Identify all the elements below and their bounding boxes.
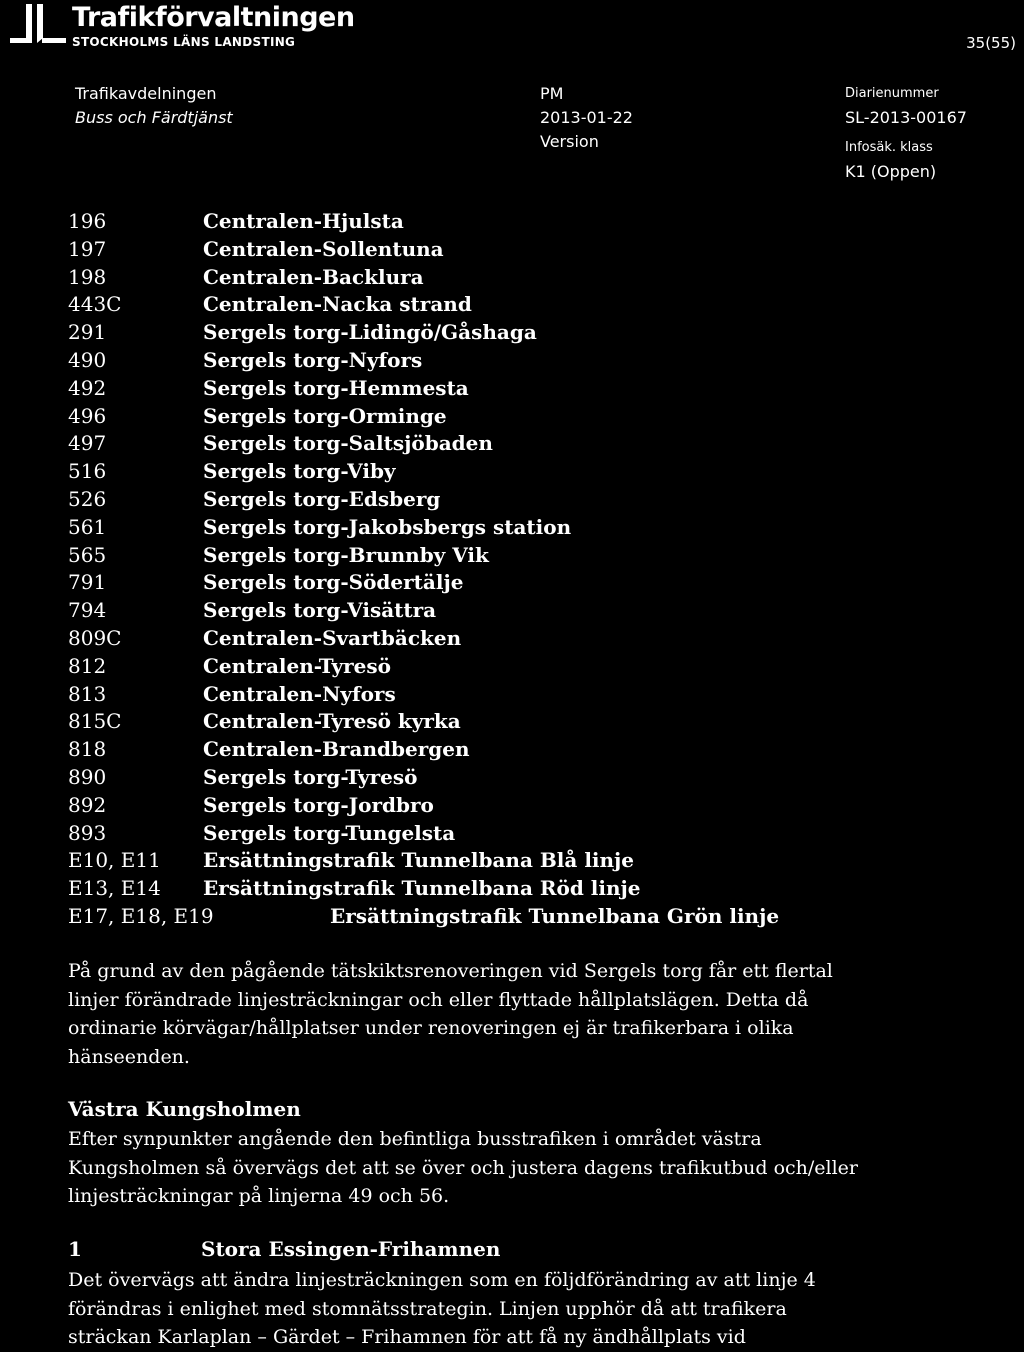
route-name: Sergels torg-Södertälje: [203, 570, 464, 595]
route-name: Centralen-Brandbergen: [203, 737, 470, 762]
route-name: Centralen-Svartbäcken: [203, 625, 462, 650]
registration-block: [845, 82, 967, 184]
route-name: Sergels torg-Viby: [203, 459, 396, 484]
route-number: 890: [68, 764, 107, 789]
route-name: Centralen-Backlura: [203, 264, 424, 289]
unit-name: Buss och Färdtjänst: [75, 108, 233, 127]
route-name: Sergels torg-Edsberg: [203, 486, 441, 511]
route-number: 791: [68, 570, 107, 595]
route-name: Centralen-Sollentuna: [203, 236, 444, 261]
route-number: 516: [68, 459, 107, 484]
route-name: Sergels torg-Tyresö: [203, 764, 418, 789]
org-subtitle: STOCKHOLMS LÄNS LANDSTING: [72, 35, 296, 49]
route-name: Sergels torg-Hemmesta: [203, 375, 469, 400]
route-number: E17, E18, E19: [68, 903, 214, 928]
section-heading-line-1: [68, 1237, 500, 1261]
route-name: Ersättningstrafik Tunnelbana Blå linje: [203, 848, 635, 873]
route-name: Centralen-Nyfors: [203, 681, 396, 706]
route-number: 496: [68, 403, 107, 428]
route-name: Ersättningstrafik Tunnelbana Röd linje: [203, 876, 641, 901]
route-name: Centralen-Tyresö kyrka: [203, 709, 461, 734]
route-number: 892: [68, 792, 107, 817]
route-number: 818: [68, 737, 107, 762]
route-name: Sergels torg-Jakobsbergs station: [203, 514, 572, 539]
intro-paragraph: På grund av den pågående tätskiktsrenoveringen vid Sergels torg får ett flertal linjer förändrade linjesträckningar och eller flyttade hållplatslägen. Detta då ordinarie körvägar/hållplatser under renoveringen ej är trafikerbara i olika hänseenden.: [68, 960, 833, 1068]
section-heading-vastra-kungsholmen: Västra Kungsholmen: [68, 1097, 301, 1121]
route-name: Sergels torg-Nyfors: [203, 347, 423, 372]
vastra-kungsholmen-paragraph: Efter synpunkter angående den befintliga busstrafiken i området västra Kungsholmen så övervägs det att se över och justera dagens trafikutbud och/eller linjesträckningar på linjerna 49 och 56.: [68, 1128, 859, 1207]
line-number: 1: [68, 1237, 82, 1261]
route-number: 526: [68, 486, 107, 511]
department-block: [75, 82, 233, 130]
route-name: Sergels torg-Saltsjöbaden: [203, 431, 493, 456]
diarienummer-label: Diarienummer: [845, 86, 939, 101]
route-number: 492: [68, 375, 107, 400]
route-number: 794: [68, 598, 107, 623]
infosak-label: Infosäk. klass: [845, 140, 933, 155]
route-name: Centralen-Tyresö: [203, 653, 391, 678]
route-number: 561: [68, 514, 107, 539]
route-number: 497: [68, 431, 107, 456]
document-date: 2013-01-22: [540, 108, 633, 127]
page-number: 35(55): [966, 34, 1016, 52]
line-name: Stora Essingen-Frihamnen: [201, 1237, 501, 1261]
document-type: PM: [540, 84, 564, 103]
route-number: 565: [68, 542, 107, 567]
route-name: Centralen-Nacka strand: [203, 292, 472, 317]
route-number: 893: [68, 820, 107, 845]
sll-logo-icon: [6, 2, 68, 48]
route-number: 443C: [68, 292, 122, 317]
document-version: Version: [540, 132, 599, 151]
route-number: 291: [68, 320, 107, 345]
route-number: 198: [68, 264, 107, 289]
route-name: Sergels torg-Lidingö/Gåshaga: [203, 320, 537, 345]
route-name: Sergels torg-Visättra: [203, 598, 437, 623]
infosak-value: K1 (Oppen): [845, 162, 937, 181]
route-name: Sergels torg-Jordbro: [203, 792, 434, 817]
route-number: E13, E14: [68, 876, 161, 901]
route-name: Sergels torg-Orminge: [203, 403, 447, 428]
route-number: E10, E11: [68, 848, 161, 873]
route-number: 490: [68, 347, 107, 372]
route-number: 813: [68, 681, 107, 706]
route-name: Ersättningstrafik Tunnelbana Grön linje: [330, 903, 780, 928]
org-name: Trafikförvaltningen: [72, 2, 355, 33]
department-name: Trafikavdelningen: [75, 84, 217, 103]
route-name: Sergels torg-Tungelsta: [203, 820, 456, 845]
diarienummer-value: SL-2013-00167: [845, 108, 967, 127]
route-name: Centralen-Hjulsta: [203, 209, 404, 233]
route-number: 197: [68, 236, 107, 261]
route-number: 812: [68, 653, 107, 678]
route-number: 809C: [68, 625, 122, 650]
route-name: Sergels torg-Brunnby Vik: [203, 542, 489, 567]
line-1-paragraph: Det övervägs att ändra linjesträckningen som en följdförändring av att linje 4 förändras i enlighet med stomnätsstrategin. Linjen upphör då att trafikera sträckan Karlaplan – Gärdet – Frihamnen för att få ny ändhållplats vid: [68, 1269, 816, 1348]
route-number: 815C: [68, 709, 122, 734]
document-type-block: [540, 82, 633, 154]
route-number: 196: [68, 209, 107, 233]
